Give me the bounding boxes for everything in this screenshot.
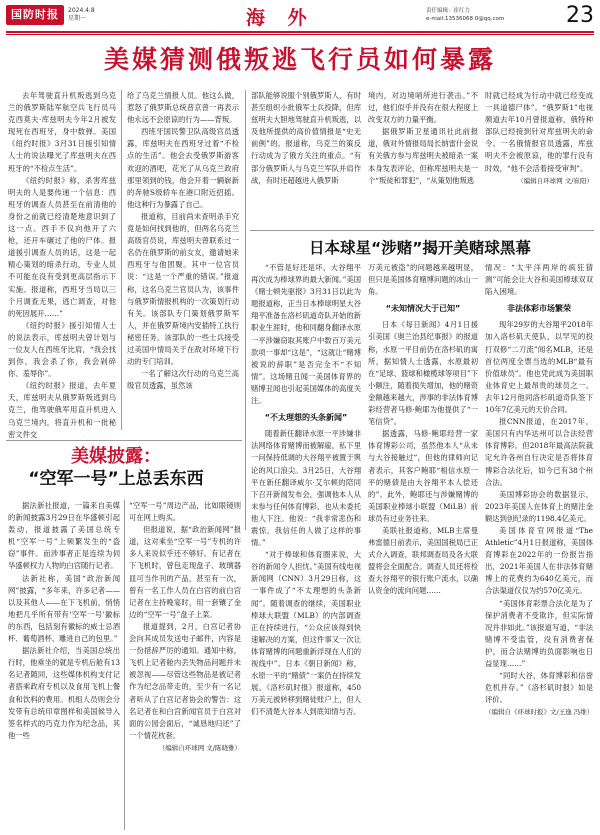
af1-col-1 bbox=[8, 500, 120, 832]
main-headline: 美媒猜测俄叛逃飞行员如何暴露 bbox=[103, 45, 496, 74]
sports-col-3 bbox=[485, 262, 593, 832]
paragraph: 报道称，目前尚未查明杀手究竟是如何找到他的，但两名乌克兰高级官员说，库兹明夫曾联系过一名仍在俄罗斯的前女友，邀请她来西班牙与他团聚。其中一位官员说：“这是一个严重的错误。”报道称，这名乌克兰官员认为，该事件与俄罗斯情报机构的一次策划行动有关。该部队专门策划俄罗斯军人，并在俄罗斯境内安插特工执行秘密任务。该部队的一些士兵接受过美国中情局关于在敌对环境下行动的专门培训。 bbox=[127, 211, 239, 367]
sub-headline-kicker: 美媒披露： bbox=[71, 446, 161, 467]
paragraph: 日本《每日新闻》4月1日援引美国《奥兰治县纪事报》的报道称，水原一平目前仍在洛杉矶的寓所，据知情人士透露，水原最初在“足球、篮球和橄榄球等项目”下小额注，随着损失增加，他的赌资金额越来越大，涉事的非法体育博彩经营者马修·鲍耶为他提供了“一笔信贷”。 bbox=[368, 320, 478, 427]
editor-text: 责任编辑：崔红力 bbox=[426, 8, 471, 14]
paragraph: 情况：“太平洋两岸的疯狂猜测”可能会让大谷和美国棒球双双陷入困境。 bbox=[485, 263, 593, 297]
sports-col-1 bbox=[251, 262, 361, 832]
paragraph: 《纽约时报》援引知情人士的说法表示，库兹明夫曾计划与一位友人在西班牙比肩，“我会找到你，我会杀了你，我会剁碎你、羞辱你”。 bbox=[8, 320, 116, 379]
section-divider bbox=[250, 230, 594, 231]
article-col-1 bbox=[8, 90, 116, 440]
editor-info bbox=[426, 7, 504, 23]
section-name: 海 外 bbox=[246, 7, 315, 29]
masthead bbox=[6, 5, 594, 31]
byline: （编辑自《环球时报》文/王逸 冯维） bbox=[485, 708, 593, 717]
paragraph: “美国体育彩票合法化是为了保护消费者不受欺诈，但实际情况并非如此。”该报道写道，“非法赌博不受监管，没有消费者保护，而合法赌博的负面影响也日益显现……” bbox=[485, 598, 593, 668]
inner-subhead: 非法体彩市场繁荣 bbox=[507, 304, 571, 314]
inner-subhead: “未知情况大于已知” bbox=[385, 304, 461, 314]
paragraph: “同时大谷，体育博彩和信誉危机并存。”《洛杉矶时报》如是评价。 bbox=[485, 671, 593, 705]
paragraph: 去年驾驶直升机叛逃到乌克兰的俄罗斯陆军航空兵飞行员马克西莫夫·库兹明夫今年2月被发现死在西班牙，身中数弹。美国《纽约时报》3月31日援引知情人士的说法曝光了库兹明夫在西班牙的“不检点生活”。 bbox=[8, 91, 116, 173]
paragraph: 现年29岁的大谷翔平2018年加入洛杉矶天使队，以罕见的投打双修“二刀流”闻名MLB，还是首位两度全票当选的MLB“最有价值球员”。他也凭此成为美国职业体育史上最昂贵的球员之一。去年12月他同洛杉矶道奇队签下10年7亿美元的天价合同。 bbox=[485, 320, 593, 415]
paragraph: 美国体育官网报道“The Athletic”4月1日报道称，美国体育博彩在2022年的一份报告指出，2021年美国人在非法体育赌博上的花费约为640亿美元，而合法渠道仅仅为约570亿美元。 bbox=[485, 525, 593, 596]
paragraph: 据法新社报道，一篇来自美媒的新闻披露3月29日在华盛顿引起轰动，报道披露了美国总统专机“空军一号”上频繁发生的“盗窃”事件。而涉事者正是连续为伺华盛顿权力人物的白宫随行记者。 bbox=[8, 501, 120, 571]
paragraph: 部队能够说服个别俄罗斯人，有时甚至组织小批俄军士兵投降，但库兹明夫大胆地驾驶直升机叛逃，以及他所提供的高价值情报是“史无前例”的。报道称，乌克兰的策反行动成为了俄方关注的重点。“有部分俄罗斯人与乌克兰军队并肩作战，有时还超越进入俄罗斯 bbox=[251, 91, 361, 185]
weekday-text: 星期一 bbox=[68, 15, 87, 22]
paragraph: 但报道说，据“政治新闻网”报道，这对乘坐“空军一号”专机的许多人来说似乎还不够好。有记者在下飞机时，曾包走现盘子、玻璃器皿可当作刊的产品，甚至有一次，曾有一名工作人员在白宫的前白宫记者在主持晚宴时，用一套镶了金边的“空军一号”盘子上菜。 bbox=[129, 525, 241, 619]
paragraph: 随着新任翻译水原一平涉嫌非法网络体育赌博而被解雇，私下里一问保持低调的大谷翔平被置于舆论的风口浪尖。3月25日，大谷翔平在新任翻译威尔·艾尔顿的陪同下召开新闻发布会，强调他本人从未参与任何体育博彩，也从未委托他人下注。他说：“我非常悲伤和震惊，我信任的人做了这样的事情。” bbox=[251, 429, 361, 548]
article-col-3 bbox=[251, 90, 361, 228]
paragraph: 据法新社介绍，当美国总统出行时，他乘坐的就是专机后舱有13名记者随同，这些媒体机构支付记者搭乘政府专机以及食用飞机上餐食和饮料的费用。机组人员则会分发带有总统印章图样和美国候导入签名样式的巧克力作为纪念品，其他一些 bbox=[8, 646, 120, 740]
sports-col-2 bbox=[368, 262, 478, 832]
paragraph: “空军一号”周边产品，比如眼镜则可在网上购买。 bbox=[129, 501, 241, 523]
paragraph: “不管是好还是坏，大谷翔平再次成为棒球界的最大新闻。”美国《赌士顿先驱报》3月31日以此为题报道称，正当日本棒球明星大谷翔平准备在洛杉矶道奇队开始的新职业生涯时，他和同翻身翻译水原一平涉嫌窃取其账户中数百万美元款项一事却“这是”，“这就让“赌博被说的辞职”是否完全不“不知情”。这场赌丑闻一美国体育界的赌博丑闻也引起美国媒体的高度关注。 bbox=[251, 263, 361, 406]
email-text: e-mail:13536068 0@qq.com bbox=[426, 16, 505, 22]
byline: （编辑自环球网 文/崔阳） bbox=[517, 176, 593, 185]
sub-headline-sports: 日本球星“涉赌”揭开美赌球黑幕 bbox=[309, 239, 531, 257]
sub-headline-af1 bbox=[6, 445, 226, 491]
byline: （编辑自环球网 文/陈晓雅） bbox=[158, 743, 241, 752]
sub-headline-main: “空军一号”上总丢东西 bbox=[28, 469, 204, 489]
inner-subhead: “不太理想的头条新闻” bbox=[264, 413, 348, 423]
page-number: 23 bbox=[566, 3, 594, 28]
article-col-4 bbox=[368, 90, 478, 228]
paragraph: “对于棒球和体育圈来说，大谷的新闻令人担忧。”美国有线电视新闻网（CNN）3月29日称，这一事件成了“不太理想的头条新闻”。随着调查的继续，美国职业棒球大联盟（MLB）的内部调查正在持续进行，“公众应该得到快速解决的方案，但这件事又一次让体育赌博的问题重新浮现在人们的视线中”。日本《朝日新闻》称，水原一平的“赌债”一案仍在持续发展。《洛杉矶时报》报道称，450万美元被转移到赌徒账户上，但人们不清楚大谷本人到底知情与否。 bbox=[251, 550, 361, 717]
paragraph: 境内，对边境哨所进行袭击。”不过，他们似乎并没有在很大程度上改变双方的力量平衡。 bbox=[368, 91, 478, 125]
paragraph: 美联社报道称，MLB主席曼弗雷德日前表示，美国国税局已正式介入调查，联邦调查局及各大联盟将会全面配合。调查人员还将检查大谷翔平的银行账户流水，以确认资金的流向问题…… bbox=[368, 525, 478, 596]
header-rule bbox=[6, 31, 594, 33]
column-divider bbox=[245, 90, 246, 530]
paragraph: 给了乌克兰情报人员。他这么做，惹怒了俄罗斯总统普京曾一再表示他永远不会原谅的行为——背叛。 bbox=[127, 91, 239, 125]
section-divider bbox=[6, 440, 242, 441]
paragraph: 西班牙国民警卫队高级官员透露，库兹明夫在西班牙过着“不检点的生活”。他会去受俄罗斯游客欢迎的酒吧，花光了从乌克兰政府那里领到的钱，他会开着一辆崭新的奔驰S级轿车在港口附近招摇。他这种行为暴露了自己。 bbox=[127, 127, 239, 209]
paragraph: 《纽约时报》称，杀害库兹明夫的人是要传递一个信息：西班牙的调查人员甚至在前清他的身份之前就已经清楚地意识到了这一点。西手不仅向他开了六枪，还开车碾过了他的尸体。报道援引调查人员的话，这是一起精心策划的暗杀行动，专业人员不可能在没有受到更高层指示下实施。报道称，西班牙当局以三个月调查无果，逃亡调查，对他的死因展开……” bbox=[8, 175, 116, 318]
paragraph: 万美元被盗”的问题越来越明显，但只是美国体育赌博问题的冰山一角。 bbox=[368, 263, 478, 297]
newspaper-logo: 国防时报 bbox=[6, 5, 64, 25]
paragraph: 一名了解这次行动的乌克兰高级官员透露，虽然该 bbox=[127, 369, 239, 391]
paragraph: 据透露，马修·鲍耶经营一家体育博彩公司，虽然他本人“从未与大谷接触过”，但他的律师向记者表示，其客户鲍耶“相信水原一平的赌债是由大谷翔平本人偿还的”。此外，鲍耶还与涉嫌赌博的美国职业棒球小联盟（MiLB）前球员有过业务往来。 bbox=[368, 429, 478, 523]
paragraph: 报CNN报道，在2017年，美国只有内华达州可以合法经营体育博彩。但2018年最高法院裁定允许各州自行决定是否将体育博彩合法化后，如今已有38个州合法。 bbox=[485, 417, 593, 487]
article-col-5 bbox=[485, 90, 593, 228]
column-divider bbox=[124, 500, 125, 830]
paragraph: 据俄罗斯卫星通讯社此前报道，俄对外情报局局长纳雷什金说有关俄方参与库兹明夫被暗杀一案本身发表评论，但称库兹明夫是一个“叛徒和罪犯”，“从策划他叛逃 bbox=[368, 127, 478, 185]
column-divider bbox=[121, 90, 122, 430]
paragraph: 时就已经成为行动中就已经变成一具道德尸体”。“俄罗斯1”电视频道去年10月曾报道称，俄特种部队已经接到针对库兹明夫的命令。一名俄情报官员透露，库兹明夫不会被原谅，他的罪行没有时效，“他不会活着接受审判”。 bbox=[485, 91, 593, 173]
paragraph: 美国博彩协会的数据显示，2023年美国人在体育上的赌注金额达到创纪录的1198.4亿美元。 bbox=[485, 489, 593, 523]
paragraph: 法新社称，美国“政治新闻网”披露，“多年来，许多记者——以及其他人——在下飞机前，悄悄地把几乎所有带有‘空军一号’徽标的东西，包括刻有徽标的威士忌酒杯、葡萄酒杯、雕进自己的包里。” bbox=[8, 573, 120, 644]
date-text: 2024.4.8 bbox=[68, 7, 95, 14]
issue-date bbox=[68, 7, 95, 23]
header-rule-thin bbox=[6, 34, 594, 35]
paragraph: 《纽约时报》报道，去年夏天，库兹明夫从俄罗斯叛逃到乌克兰，他驾驶俄军用直升机进入乌克兰境内，将直升机和一批秘密文件交 bbox=[8, 381, 116, 439]
paragraph: 报道提到，2月，白宫记者协会向其成员发送电子邮件，内容是一份措辞严厉的通知。通知中称，飞机上记者舱内丢失物品问题并未被忽视——尽管这些物品是被记者作为纪念品带走的，至少有一名记者听从了白宫记者协会的警告：这名记者在和白宫新闻官员于白宫对面的公园会面后，“诚恳地归还”了一个情花枕套。 bbox=[129, 621, 241, 740]
af1-col-2 bbox=[129, 500, 241, 832]
